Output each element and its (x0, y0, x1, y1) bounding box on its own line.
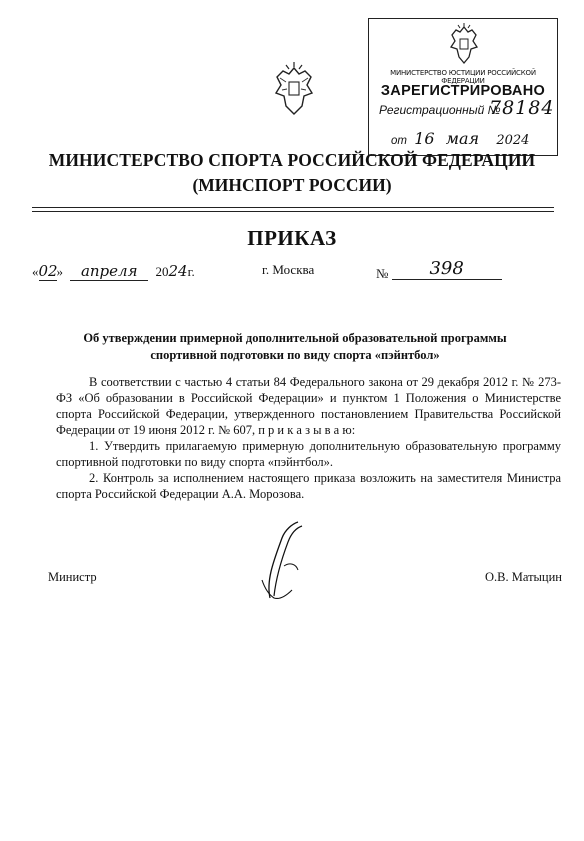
registration-stamp (368, 18, 558, 156)
stamp-title: ЗАРЕГИСТРИРОВАНО (380, 83, 546, 99)
document-body (56, 374, 561, 502)
document-number (376, 258, 502, 284)
ministry-short-name: (МИНСПОРТ РОССИИ) (192, 175, 392, 195)
body-item-2: 2. Контроль за исполнением настоящего приказа возложить на заместителя Министра спорта Российской Федерации А.А. Морозова. (56, 471, 561, 501)
document-subject (60, 330, 530, 364)
subject-line-2: спортивной подготовки по виду спорта «пэйнтбол» (150, 348, 440, 362)
subject-line-1: Об утверждении примерной дополнительной образовательной программы (83, 331, 507, 345)
signatory-title: Министр (48, 570, 97, 584)
stamp-emblem-icon (447, 23, 481, 67)
stamp-ministry: МИНИСТЕРСТВО ЮСТИЦИИ РОССИЙСКОЙ ФЕДЕРАЦИИ (390, 69, 536, 85)
stamp-date (391, 129, 551, 148)
document-type: ПРИКАЗ (247, 226, 337, 250)
stamp-date-year: 2024 (496, 133, 530, 148)
ministry-name: МИНИСТЕРСТВО СПОРТА РОССИЙСКОЙ ФЕДЕРАЦИИ (48, 150, 536, 170)
document-city: г. Москва (262, 262, 315, 277)
coat-of-arms-icon (272, 62, 316, 118)
date-year-prefix: 20 (155, 264, 169, 279)
handwritten-signature (252, 520, 312, 602)
header-divider-top (32, 207, 554, 208)
body-preamble: В соответствии с частью 4 статьи 84 Федерального закона от 29 декабря 2012 г. № 273-ФЗ «Об образовании в Российской Федерации» и пунктом 1 Положения о Министерстве спорта Российской Федерации, утвержденного постановлением Правительства Российской Федерации от 19 июня 2012 г. № 607, п р и к а з ы в а ю: (56, 375, 561, 437)
date-open-quote: « (32, 264, 39, 279)
signatory-name: О.В. Матыцин (484, 570, 562, 584)
stamp-date-day: 16 (414, 129, 435, 148)
header-divider-bottom (32, 211, 554, 212)
body-item-1: 1. Утвердить прилагаемую примерную дополнительную образовательную программу спортивной подготовки по виду спорта «пэйнтбол». (56, 439, 561, 469)
document-date (32, 262, 195, 281)
date-close-quote: » (56, 264, 63, 279)
stamp-reg-label: Регистрационный № (379, 103, 501, 117)
stamp-date-month: мая (445, 129, 480, 148)
date-year-suffix: 24 (168, 262, 188, 280)
date-year-end: г. (187, 264, 195, 279)
stamp-date-prefix: от (391, 135, 407, 147)
date-month: апреля (70, 262, 148, 281)
stamp-reg-number: 78184 (489, 97, 555, 119)
date-day: 02 (38, 262, 58, 280)
number-value: 398 (392, 258, 502, 280)
number-label: № (376, 266, 389, 281)
